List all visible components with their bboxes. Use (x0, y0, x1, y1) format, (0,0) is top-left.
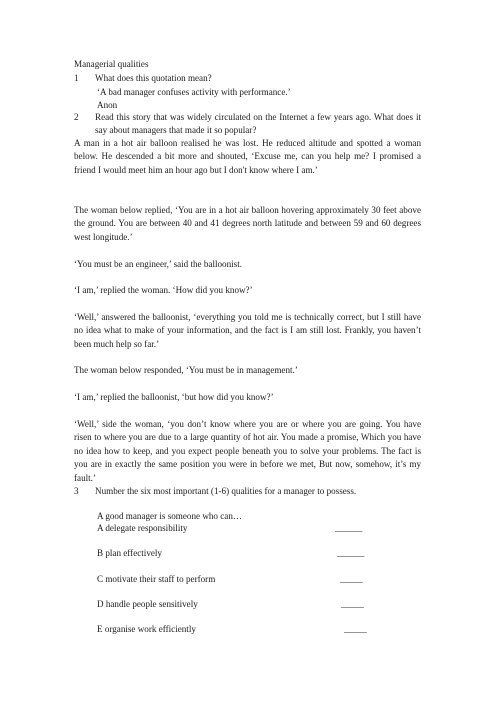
quality-item (97, 598, 377, 611)
answer-blank[interactable]: ______ (337, 548, 365, 558)
quality-item (97, 623, 377, 636)
story-paragraph-7: ‘I am,’ replied the balloonist, ‘but how did you know?’ (74, 392, 274, 402)
quotation: ‘A bad manager confuses activity with performance.’ (97, 87, 291, 97)
story-paragraph-4: ‘I am,’ replied the woman. ‘How did you know?’ (74, 285, 253, 295)
quality-label: E organise work efficiently (97, 624, 196, 634)
answer-blank[interactable]: _____ (340, 574, 363, 584)
question-3-number: 3 (74, 486, 79, 496)
story-paragraph-2: The woman below replied, ‘You are in a hot air balloon hovering approximately 30 feet above the ground. You are between 40 and 41 degrees north latitude and between 59 and 60 degrees west longitude.’ (74, 205, 421, 242)
quality-item (97, 522, 377, 535)
quality-label: D handle people sensitively (97, 599, 198, 609)
qualities-intro: A good manager is someone who can… (97, 511, 242, 521)
story-paragraph-6: The woman below responded, ‘You must be in management.’ (74, 365, 298, 375)
question-1-text: What does this quotation mean? (95, 73, 212, 83)
answer-blank[interactable]: _____ (344, 624, 367, 634)
question-3 (74, 485, 421, 499)
question-2-number: 2 (74, 112, 79, 122)
answer-blank[interactable]: _____ (341, 599, 364, 609)
story-paragraph-3: ‘You must be an engineer,’ said the balloonist. (74, 259, 243, 269)
question-1-number: 1 (74, 73, 79, 83)
question-2 (74, 111, 421, 139)
question-3-text: Number the six most important (1-6) qualities for a manager to possess. (95, 486, 357, 496)
question-2-text: Read this story that was widely circulated on the Internet a few years ago. What does it say about managers that made it so popular? (95, 112, 421, 136)
quality-label: C motivate their staff to perform (97, 574, 216, 584)
story-paragraph-5: ‘Well,’ answered the balloonist, ‘everything you told me is technically correct, but I still have no idea what to make of your information, and the fact is I am still lost. Frankly, you haven’t been much help so far.’ (74, 312, 421, 349)
quotation-author: Anon (97, 100, 118, 110)
section-title: Managerial qualities (74, 59, 149, 69)
story-paragraph-8: ‘Well,’ side the woman, ‘you don’t know where you are or where you are going. You have risen to where you are due to a large quantity of hot air. You made a promise, Which you have no idea how to keep, and you expect people beneath you to solve your problems. The fact is you are in exactly the same position you were in before we met, But now, somehow, it’s my fault.’ (74, 419, 421, 483)
answer-blank[interactable]: ______ (335, 523, 363, 533)
quality-item (97, 547, 377, 560)
question-1 (74, 72, 421, 86)
quality-label: B plan effectively (97, 548, 162, 558)
quality-label: A delegate responsibility (97, 523, 188, 533)
quality-item (97, 573, 377, 586)
story-paragraph-1: A man in a hot air balloon realised he was lost. He reduced altitude and spotted a woman below. He descended a bit more and shouted, ‘Excuse me, can you help me? I promised a friend I would meet him an hour ago but I don't know where I am.’ (74, 138, 421, 175)
